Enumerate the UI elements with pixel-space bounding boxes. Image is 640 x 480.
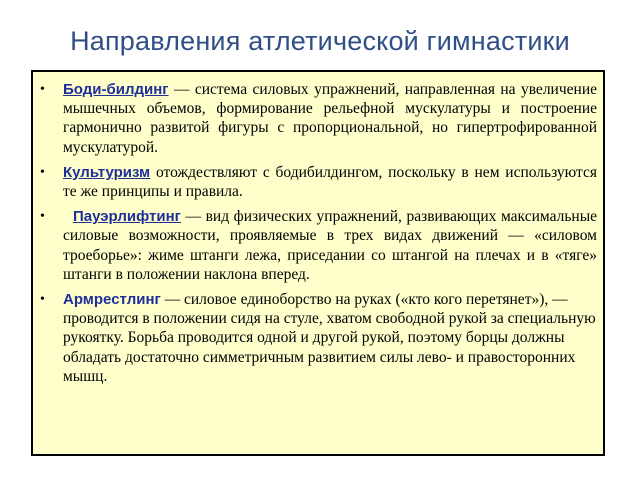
definition-culturism: отождествляют с бодибилдингом, поскольку в нем используются те же принципы и правила. xyxy=(63,163,597,201)
term-armwrestling: Армрестлинг xyxy=(63,291,161,309)
term-bodybuilding: Боди-билдинг xyxy=(63,81,169,98)
term-powerlifting: Пауэрлифтинг xyxy=(73,208,181,226)
list-item-powerlifting xyxy=(39,207,597,284)
slide-title: Направления атлетической гимнастики xyxy=(70,26,570,56)
term-culturism: Культуризм xyxy=(63,163,151,181)
bullet-dot-icon: • xyxy=(40,292,45,308)
bullet-dot-icon: • xyxy=(40,164,45,180)
bullet-dot-icon: • xyxy=(40,209,45,225)
content-box xyxy=(31,70,605,456)
list-item-armwrestling xyxy=(39,290,597,386)
list-item-culturism xyxy=(39,163,597,201)
list-item-bodybuilding xyxy=(39,80,597,157)
definition-powerlifting: — вид физических упражнений, развивающих максимальные силовые возможности, проявляемые в трех видах движений — «силовом троеборье»: жиме штанги лежа, приседании со штангой на плечах и в «тяге» штанги в положении наклона вперед. xyxy=(63,208,597,283)
bullet-dot-icon: • xyxy=(40,82,45,97)
definition-armwrestling: — силовое единоборство на руках («кто кого перетянет»), — проводится в положении сидя на стуле, хватом свободной рукой за специальную рукоятку. Борьба проводится одной и другой рукой, поэтому борцы должны обладать достаточно симметричным развитием силы лево- и правосторонних мышц. xyxy=(63,291,596,385)
definition-bodybuilding: — система силовых упражнений, направленная на увеличение мышечных объемов, формирование рельефной мускулатуры и построение гармонично развитой фигуры с пропорциональной, но гипертрофированной мускулатурой. xyxy=(63,81,597,156)
